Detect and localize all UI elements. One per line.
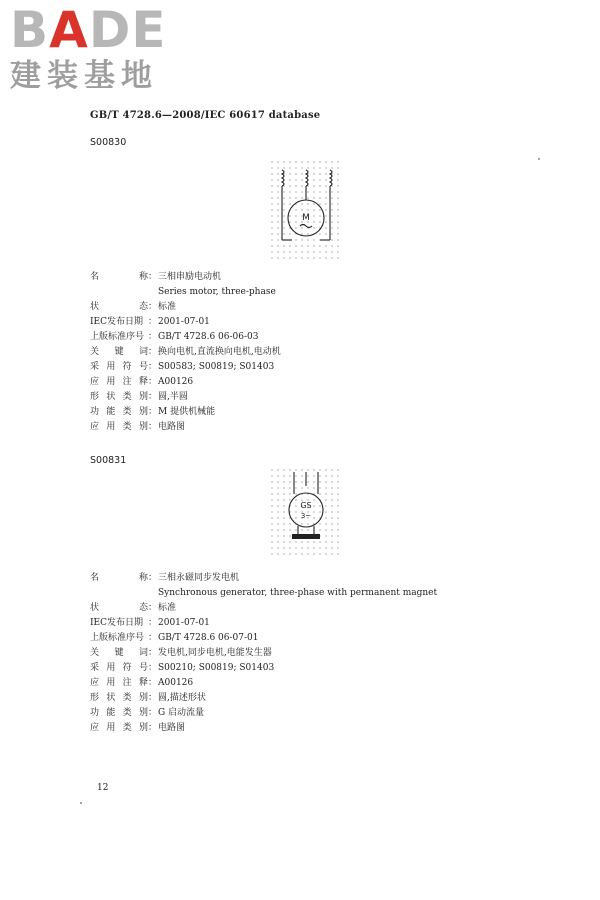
field-row: 状 态 ： 标准 <box>90 601 437 616</box>
field-label: 上版标准序号 <box>90 633 145 643</box>
field-label: 状 态 <box>90 603 148 613</box>
logo-chinese-text: 建装基地 <box>10 58 158 94</box>
name-english: Synchronous generator, three-phase with permanent magnet <box>158 588 438 598</box>
field-value: 2001-07-01 <box>158 317 210 327</box>
field-row: 形 状 类 别 ： 圆,半圆 <box>90 390 281 405</box>
scan-dot <box>80 802 82 804</box>
field-label: 状 态 <box>90 302 148 312</box>
field-row: 采 用 符 号 ： S00583; S00819; S01403 <box>90 360 281 375</box>
field-value: 圆,描述形状 <box>158 693 206 703</box>
field-row: 应 用 注 释 ： A00126 <box>90 375 281 390</box>
field-value: A00126 <box>158 678 194 688</box>
symbol-letter: M <box>302 213 310 223</box>
field-label: 应 用 类 别 <box>90 422 148 432</box>
field-label: 采 用 符 号 <box>90 362 148 372</box>
symbol-phase-label: 3~ <box>300 512 312 520</box>
field-row: 采 用 符 号 ： S00210; S00819; S01403 <box>90 661 437 676</box>
field-label: 应 用 注 释 <box>90 377 148 387</box>
scan-dot <box>538 158 540 160</box>
field-label: 功 能 类 别 <box>90 708 148 718</box>
field-value: M 提供机械能 <box>158 407 216 417</box>
field-label: 上版标准序号 <box>90 332 145 342</box>
logo-wordmark: BADE <box>10 1 167 59</box>
field-label: 功 能 类 别 <box>90 407 148 417</box>
field-row: 功 能 类 别 ： G 启动流量 <box>90 706 437 721</box>
field-label: 形 状 类 别 <box>90 693 148 703</box>
field-label: IEC发布日期 <box>90 317 144 327</box>
field-row: 关 键 词 ： 发电机,同步电机,电能发生器 <box>90 646 437 661</box>
field-value: GB/T 4728.6 06-07-01 <box>158 633 259 643</box>
field-value: 换向电机,直流换向电机,电动机 <box>158 347 281 357</box>
entry-s00830-fields <box>90 270 281 435</box>
field-row: 上版标准序号 ： GB/T 4728.6 06-07-01 <box>90 631 437 646</box>
field-label: 采 用 符 号 <box>90 663 148 673</box>
symbol-letter: GS <box>300 501 312 510</box>
field-label: 关 键 词 <box>90 648 148 658</box>
field-value: 2001-07-01 <box>158 618 210 628</box>
field-label: 应 用 类 别 <box>90 723 148 733</box>
name-chinese: 三相永磁同步发电机 <box>158 573 240 583</box>
symbol-code: S00830 <box>90 137 127 148</box>
field-name: 名 称 ： 三相永磁同步发电机 <box>90 571 437 586</box>
field-value: 电路图 <box>158 422 186 432</box>
field-label-name: 名 称 <box>90 573 148 583</box>
field-value: 圆,半圆 <box>158 392 188 402</box>
field-value: S00583; S00819; S01403 <box>158 362 275 372</box>
field-row: 形 状 类 别 ： 圆,描述形状 <box>90 691 437 706</box>
field-value: G 启动流量 <box>158 708 205 718</box>
field-name: 名 称 ： 三相串励电动机 <box>90 270 281 285</box>
field-value: GB/T 4728.6 06-06-03 <box>158 332 259 342</box>
field-row: 状 态 ： 标准 <box>90 300 281 315</box>
publisher-logo <box>10 1 180 94</box>
page-number: 12 <box>97 783 109 793</box>
symbol-code: S00831 <box>90 455 127 466</box>
field-label: 应 用 注 释 <box>90 678 148 688</box>
field-row: 上版标准序号 ： GB/T 4728.6 06-06-03 <box>90 330 281 345</box>
name-chinese: 三相串励电动机 <box>158 272 222 282</box>
field-label: 关 键 词 <box>90 347 148 357</box>
three-phase-series-motor-symbol-icon <box>270 160 342 260</box>
field-row: 关 键 词 ： 换向电机,直流换向电机,电动机 <box>90 345 281 360</box>
field-value: 标准 <box>158 603 177 613</box>
field-row: 应 用 类 别 ： 电路图 <box>90 721 437 736</box>
field-row: 应 用 注 释 ： A00126 <box>90 676 437 691</box>
field-value: S00210; S00819; S01403 <box>158 663 275 673</box>
name-english: Series motor, three-phase <box>158 287 276 297</box>
field-label: 形 状 类 别 <box>90 392 148 402</box>
field-row: IEC发布日期 ： 2001-07-01 <box>90 315 281 330</box>
field-value: 标准 <box>158 302 177 312</box>
synchronous-generator-permanent-magnet-symbol-icon <box>270 468 342 558</box>
field-row: 应 用 类 别 ： 电路图 <box>90 420 281 435</box>
document-header: GB/T 4728.6—2008/IEC 60617 database <box>90 110 321 121</box>
field-label-name: 名 称 <box>90 272 148 282</box>
field-label: IEC发布日期 <box>90 618 144 628</box>
field-row: 功 能 类 别 ： M 提供机械能 <box>90 405 281 420</box>
field-value: 电路图 <box>158 723 186 733</box>
field-value: A00126 <box>158 377 194 387</box>
field-value: 发电机,同步电机,电能发生器 <box>158 648 272 658</box>
entry-s00831-fields <box>90 571 437 736</box>
field-row: IEC发布日期 ： 2001-07-01 <box>90 616 437 631</box>
